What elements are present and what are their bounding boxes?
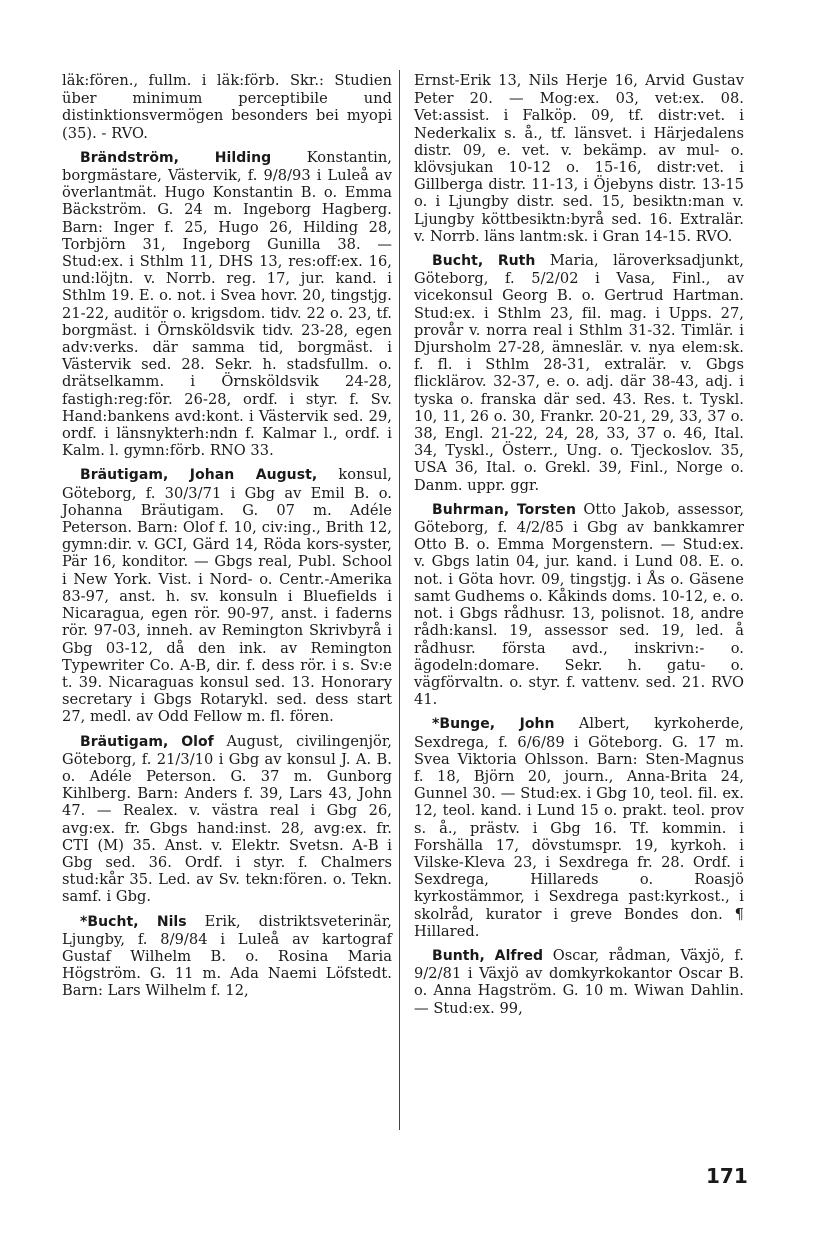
entry-text: August, civilingenjör, Göteborg, f. 21/3/10 i Gbg av konsul J. A. B. o. Adéle Peterson. G. 37 m. Gunborg Kihlberg. Barn: Anders f. 39, Lars 43, John 47. — Realex. v. västra real i Gbg 26, avg:ex. fr. Gbgs hand:inst. 28, avg:ex. fr. CTI (M) 35. Anst. v. Elektr. Svetsn. A-B i Gbg sed. 36. Ordf. i styr. f. Chalmers stud:kår 35. Led. av Sv. tekn:fören. o. Tekn. samf. i Gbg.	[62, 732, 392, 906]
entry-text: Konstantin, borgmästare, Västervik, f. 9/8/93 i Luleå av överlantmät. Hugo Konstantin B. o. Emma Bäckström. G. 24 m. Ingeborg Hagberg. Barn: Inger f. 25, Hugo 26, Hilding 28, Torbjörn 31, Ingeborg Gunilla 38. — Stud:ex. i Sthlm 11, DHS 13, res:off:ex. 16, und:löjtn. v. Norrb. reg. 17, jur. kand. i Sthlm 19. E. o. not. i Svea hovr. 20, tingstjg. 21-22, auditör o. krigsdom. tidv. 22 o. 23, tf. borgmäst. i Örnsköldsvik tidv. 23-28, egen adv:verks. där samma tid, borgmäst. i Västervik sed. 28. Sekr. h. stadsfullm. o. drätselkamm. i Örnsköldsvik 24-28, fastigh:reg:för. 26-28, ordf. i styr. f. Sv. Hand:bankens avd:kont. i Västervik sed. 29, ordf. i länsnykterh:ndn f. Kalmar l., ordf. i Kalm. l. gymn:förb. RNO 33.	[62, 148, 392, 460]
entry-text: Erik, distriktsveterinär, Ljungby, f. 8/9/84 i Luleå av kartograf Gustaf Wilhelm B. o. Rosina Maria Högström. G. 11 m. Ada Naemi Löfstedt. Barn: Lars Wilhelm f. 12,	[62, 912, 392, 1000]
entry	[414, 947, 744, 1017]
entry-headword: *Bucht, Nils	[80, 913, 187, 930]
entry	[62, 72, 392, 142]
entry-headword: Buhrman, Torsten	[432, 501, 576, 518]
right-column	[414, 72, 744, 1024]
entry-headword: Bucht, Ruth	[432, 253, 536, 270]
left-column	[62, 72, 392, 1007]
page-number: 171	[706, 1164, 748, 1188]
entry-headword: *Bunge, John	[432, 716, 555, 733]
entry	[62, 149, 392, 460]
entry-text: konsul, Göteborg, f. 30/3/71 i Gbg av Emil B. o. Johanna Bräutigam. G. 07 m. Adéle Peterson. Barn: Olof f. 10, civ:ing., Brith 12, gymn:dir. v. GCI, Gärd 14, Röda kors-syster, Pär 16, konditor. — Gbgs real, Publ. School i New York. Vist. i Nord- o. Centr.-Amerika 83-97, anst. h. sv. konsuln i Bluefields i Nicaragua, egen rör. 90-97, anst. i faderns rör. 97-03, inneh. av Remington Skrivbyrå i Gbg 03-12, då den ink. av Remington Typewriter Co. A-B, dir. f. dess rör. i s. Sv:e t. 39. Nicaraguas konsul sed. 13. Honorary secretary i Gbgs Rotarykl. sed. dess start 27, medl. av Odd Fellow m. fl. fören.	[62, 466, 392, 726]
entry-text: Albert, kyrkoherde, Sexdrega, f. 6/6/89 i Göteborg. G. 17 m. Svea Viktoria Ohlsson. Barn: Sten-Magnus f. 18, Björn 20, journ., Anna-Brita 24, Gunnel 30. — Stud:ex. i Gbg 10, teol. fil. ex. 12, teol. kand. i Lund 15 o. prakt. teol. prov s. å., prästv. i Gbg 16. Tf. kommin. i Forshälla 17, dövstumspr. 19, kyrkoh. i Vilske-Kleva 23, i Sexdrega fr. 28. Ordf. i Sexdrega, Hillareds o. Roasjö kyrkostämmor, i Sexdrega past:kyrkost., i skolråd, kurator i greve Bondes don. ¶ Hillared.	[414, 715, 744, 940]
entry	[62, 913, 392, 1000]
entry-text: Ernst-Erik 13, Nils Herje 16, Arvid Gustav Peter 20. — Mog:ex. 03, vet:ex. 08. Vet:assist. i Falköp. 09, tf. distr:vet. i Nederkalix s. å., tf. länsvet. i Härjedalens distr. 09, e. vet. v. bekämp. av mul- o. klövsjukan 10-12 o. 15-16, distr:vet. i Gillberga distr. 11-13, i Öjebyns distr. 13-15 o. i Ljungby distr. sed. 15, besiktn:man v. Ljungby köttbesiktn:byrå sed. 16. Extralär. v. Norrb. läns lantm:sk. i Gran 14-15. RVO.	[414, 72, 744, 245]
entry	[414, 501, 744, 708]
entry	[414, 252, 744, 494]
column-divider	[399, 70, 400, 1130]
entry-text: Oscar, rådman, Växjö, f. 9/2/81 i Växjö av domkyrkokantor Oscar B. o. Anna Hagström. G. 10 m. Wiwan Dahlin. — Stud:ex. 99,	[414, 946, 744, 1017]
entry-text: läk:fören., fullm. i läk:förb. Skr.: Studien über minimum perceptibile und distinktionsvermögen besonders bei myopi (35). - RVO.	[62, 72, 392, 142]
entry-headword: Brändström, Hilding	[80, 149, 272, 166]
entry-headword: Bräutigam, Olof	[80, 733, 214, 750]
entry-text: Maria, läroverksadjunkt, Göteborg, f. 5/2/02 i Vasa, Finl., av vicekonsul Georg B. o. Gertrud Hartman. Stud:ex. i Sthlm 23, fil. mag. i Upps. 27, provår v. norra real i Sthlm 31-32. Timlär. i Djursholm 27-28, ämneslär. v. nya elem:sk. f. fl. i Sthlm 28-31, extralär. v. Gbgs flicklärov. 32-37, e. o. adj. där 38-43, adj. i tyska o. franska där sed. 43. Res. t. Tyskl. 10, 11, 26 o. 30, Frankr. 20-21, 29, 33, 37 o. 38, Engl. 21-22, 24, 28, 33, 37 o. 46, Ital. 34, Tyskl., Österr., Ung. o. Tjeckoslov. 35, USA 36, Ital. o. Grekl. 39, Finl., Norge o. Danm. uppr. ggr.	[414, 252, 744, 494]
entry	[414, 72, 744, 245]
entry-headword: Bunth, Alfred	[432, 947, 544, 964]
entry	[414, 715, 744, 940]
entry	[62, 733, 392, 906]
entry-headword: Bräutigam, Johan August,	[80, 467, 318, 484]
entry	[62, 466, 392, 725]
entry-text: Otto Jakob, assessor, Göteborg, f. 4/2/85 i Gbg av bankkamrer Otto B. o. Emma Morgenstern. — Stud:ex. v. Gbgs latin 04, jur. kand. i Lund 08. E. o. not. i Göta hovr. 09, tingstjg. i Ås o. Gäsene samt Gudhems o. Kåkinds doms. 10-12, e. o. not. i Gbgs rådhusr. 13, polisnot. 18, andre rådh:kansl. 19, assessor sed. 19, led. å rådhusr. första avd., inskrivn:- o. ägodeln:domare. Sekr. h. gatu- o. vägförvaltn. o. styr. f. vattenv. sed. 21. RVO 41.	[414, 500, 745, 709]
